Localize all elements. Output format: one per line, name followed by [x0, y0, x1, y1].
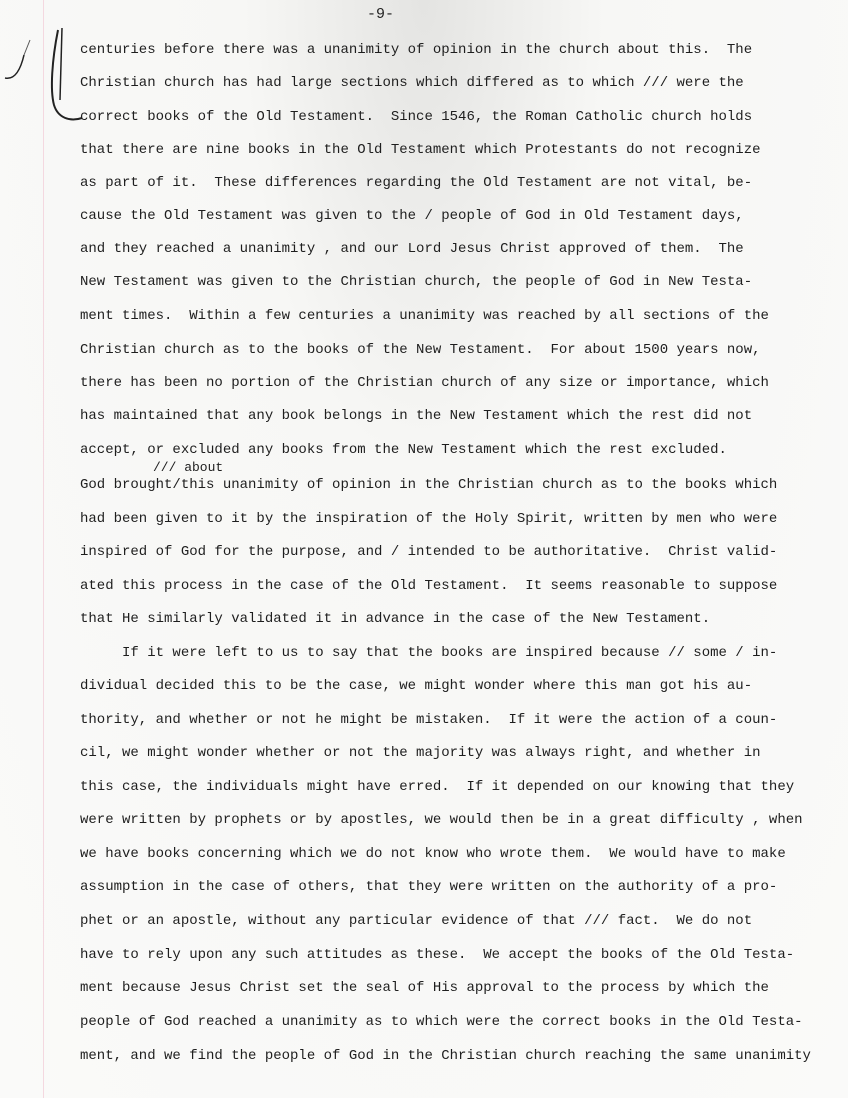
text-line: ment times. Within a few centuries a unanimity was reached by all sections of the	[80, 308, 769, 324]
text-line: accept, or excluded any books from the New Testament which the rest excluded.	[80, 442, 727, 458]
text-line: we have books concerning which we do not know who wrote them. We would have to make	[80, 846, 786, 862]
text-line: had been given to it by the inspiration of the Holy Spirit, written by men who were	[80, 511, 778, 527]
text-line: phet or an apostle, without any particular evidence of that /// fact. We do not	[80, 913, 753, 929]
text-line: Christian church has had large sections which differed as to which /// were the	[80, 75, 744, 91]
handwritten-margin-bracket-icon	[0, 0, 90, 140]
handwritten-insertion: /// about	[153, 460, 224, 475]
text-line: ment because Jesus Christ set the seal of His approval to the process by which the	[80, 980, 769, 996]
text-line: people of God reached a unanimity as to which were the correct books in the Old Testa-	[80, 1014, 803, 1030]
text-line: Christian church as to the books of the New Testament. For about 1500 years now,	[80, 342, 761, 358]
text-line: has maintained that any book belongs in the New Testament which the rest did not	[80, 408, 753, 424]
text-line: ated this process in the case of the Old Testament. It seems reasonable to suppose	[80, 578, 778, 594]
text-line: assumption in the case of others, that they were written on the authority of a pro-	[80, 879, 778, 895]
text-line: and they reached a unanimity , and our Lord Jesus Christ approved of them. The	[80, 241, 744, 257]
text-line: thority, and whether or not he might be mistaken. If it were the action of a coun-	[80, 712, 778, 728]
text-line: inspired of God for the purpose, and / intended to be authoritative. Christ valid-	[80, 544, 778, 560]
text-line: cil, we might wonder whether or not the majority was always right, and whether in	[80, 745, 761, 761]
page-number: -9-	[367, 6, 395, 23]
text-line: dividual decided this to be the case, we might wonder where this man got his au-	[80, 678, 753, 694]
text-line: that there are nine books in the Old Testament which Protestants do not recognize	[80, 142, 761, 158]
text-line: ment, and we find the people of God in the Christian church reaching the same unanimity	[80, 1048, 811, 1064]
text-line: God brought/this unanimity of opinion in the Christian church as to the books which	[80, 477, 778, 493]
text-line: as part of it. These differences regarding the Old Testament are not vital, be-	[80, 175, 753, 191]
text-line: If it were left to us to say that the books are inspired because // some / in-	[80, 645, 778, 661]
text-line: that He similarly validated it in advance in the case of the New Testament.	[80, 611, 711, 627]
text-line: this case, the individuals might have erred. If it depended on our knowing that they	[80, 779, 795, 795]
text-line: centuries before there was a unanimity of opinion in the church about this. The	[80, 42, 753, 58]
text-line: cause the Old Testament was given to the / people of God in Old Testament days,	[80, 208, 744, 224]
margin-rule	[43, 0, 44, 1098]
text-line: were written by prophets or by apostles, we would then be in a great difficulty , when	[80, 812, 803, 828]
text-line: there has been no portion of the Christian church of any size or importance, which	[80, 375, 769, 391]
text-line: have to rely upon any such attitudes as these. We accept the books of the Old Testa-	[80, 947, 795, 963]
text-line: correct books of the Old Testament. Since 1546, the Roman Catholic church holds	[80, 109, 753, 125]
text-line: New Testament was given to the Christian church, the people of God in New Testa-	[80, 274, 753, 290]
